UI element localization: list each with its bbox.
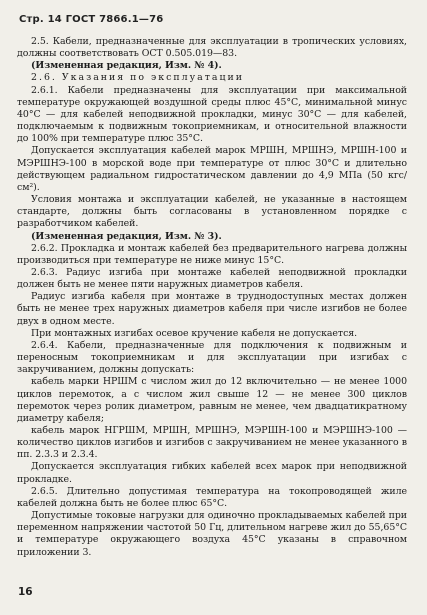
- page-header: Стр. 14 ГОСТ 7866.1—76: [19, 14, 164, 25]
- paragraph-2-5: 2.5. Кабели, предназначенные для эксплуатации в тропических условиях, должны соответствовать ОСТ 0.505.019—83.: [17, 36, 407, 60]
- amendment-note: (Измененная редакция, Изм. № 3).: [31, 230, 222, 242]
- amendment-note: (Измененная редакция, Изм. № 4).: [31, 60, 222, 72]
- document-body: [17, 36, 407, 559]
- paragraph-2-6-1: 2.6.1. Кабели предназначены для эксплуатации при максимальной температуре окружающей воздушной среды плюс 45°С, минимальной минус 40°С — для кабелей неподвижной прокладки, минус 30°С — для кабелей, подключаемым к подвижным токоприемникам, и относительной влажности до 100% при температуре плюс 35°С.: [17, 84, 407, 145]
- paragraph: Радиус изгиба кабеля при монтаже в труднодоступных местах должен быть не менее трех наружных диаметров кабеля при числе изгибов не более двух в одном месте.: [17, 291, 407, 327]
- page-number: 16: [18, 586, 33, 598]
- list-item: кабель марок НГРШМ, МРШН, МРШНЭ, МЭРШН-100 и МЭРШНЭ-100 — количество циклов изгибов и изгибов с закручиванием не менее указанного в пп. 2.3.3 и 2.3.4.: [17, 425, 407, 461]
- paragraph: Допускается эксплуатация гибких кабелей всех марок при неподвижной прокладке.: [17, 461, 407, 485]
- paragraph-2-6-2: 2.6.2. Прокладка и монтаж кабелей без предварительного нагрева должны производиться при температуре не ниже минус 15°С.: [17, 242, 407, 266]
- paragraph: Допускается эксплуатация кабелей марок МРШН, МРШНЭ, МРШН-100 и МЭРШНЭ-100 в морской воде при температуре от плюс 30°С и длительно действующем радиальном гидростатическом давлении до 4,9 МПа (50 кгс/см²).: [17, 145, 407, 193]
- paragraph-2-6-5: 2.6.5. Длительно допустимая температура на токопроводящей жиле кабелей должна быть не более плюс 65°С.: [17, 485, 407, 509]
- list-item: кабель марки НРШМ с числом жил до 12 включительно — не менее 1000 циклов перемоток, а с числом жил свыше 12 — не менее 300 циклов перемоток через ролик диаметром, равным не менее, чем двадцатикратному диаметру кабеля;: [17, 376, 407, 424]
- paragraph-2-6-4: 2.6.4. Кабели, предназначенные для подключения к подвижным и переносным токоприемникам и для эксплуатации при изгибах с закручиванием, должны допускать:: [17, 339, 407, 376]
- paragraph: При монтажных изгибах осевое кручение кабеля не допускается.: [31, 327, 358, 339]
- paragraph-2-6-3: 2.6.3. Радиус изгиба при монтаже кабелей неподвижной прокладки должен быть не менее пяти наружных диаметров кабеля.: [17, 266, 407, 291]
- section-heading: 2.6. Указания по эксплуатации: [31, 72, 245, 84]
- paragraph: Условия монтажа и эксплуатации кабелей, не указанные в настоящем стандарте, должны быть согласованы в установленном порядке с разработчиком кабелей.: [17, 194, 407, 230]
- paragraph: Допустимые токовые нагрузки для одиночно прокладываемых кабелей при переменном напряжении частотой 50 Гц, длительном нагреве жил до 55,65°С и температуре окружающего воздуха 45°С указаны в справочном приложении 3.: [17, 510, 407, 558]
